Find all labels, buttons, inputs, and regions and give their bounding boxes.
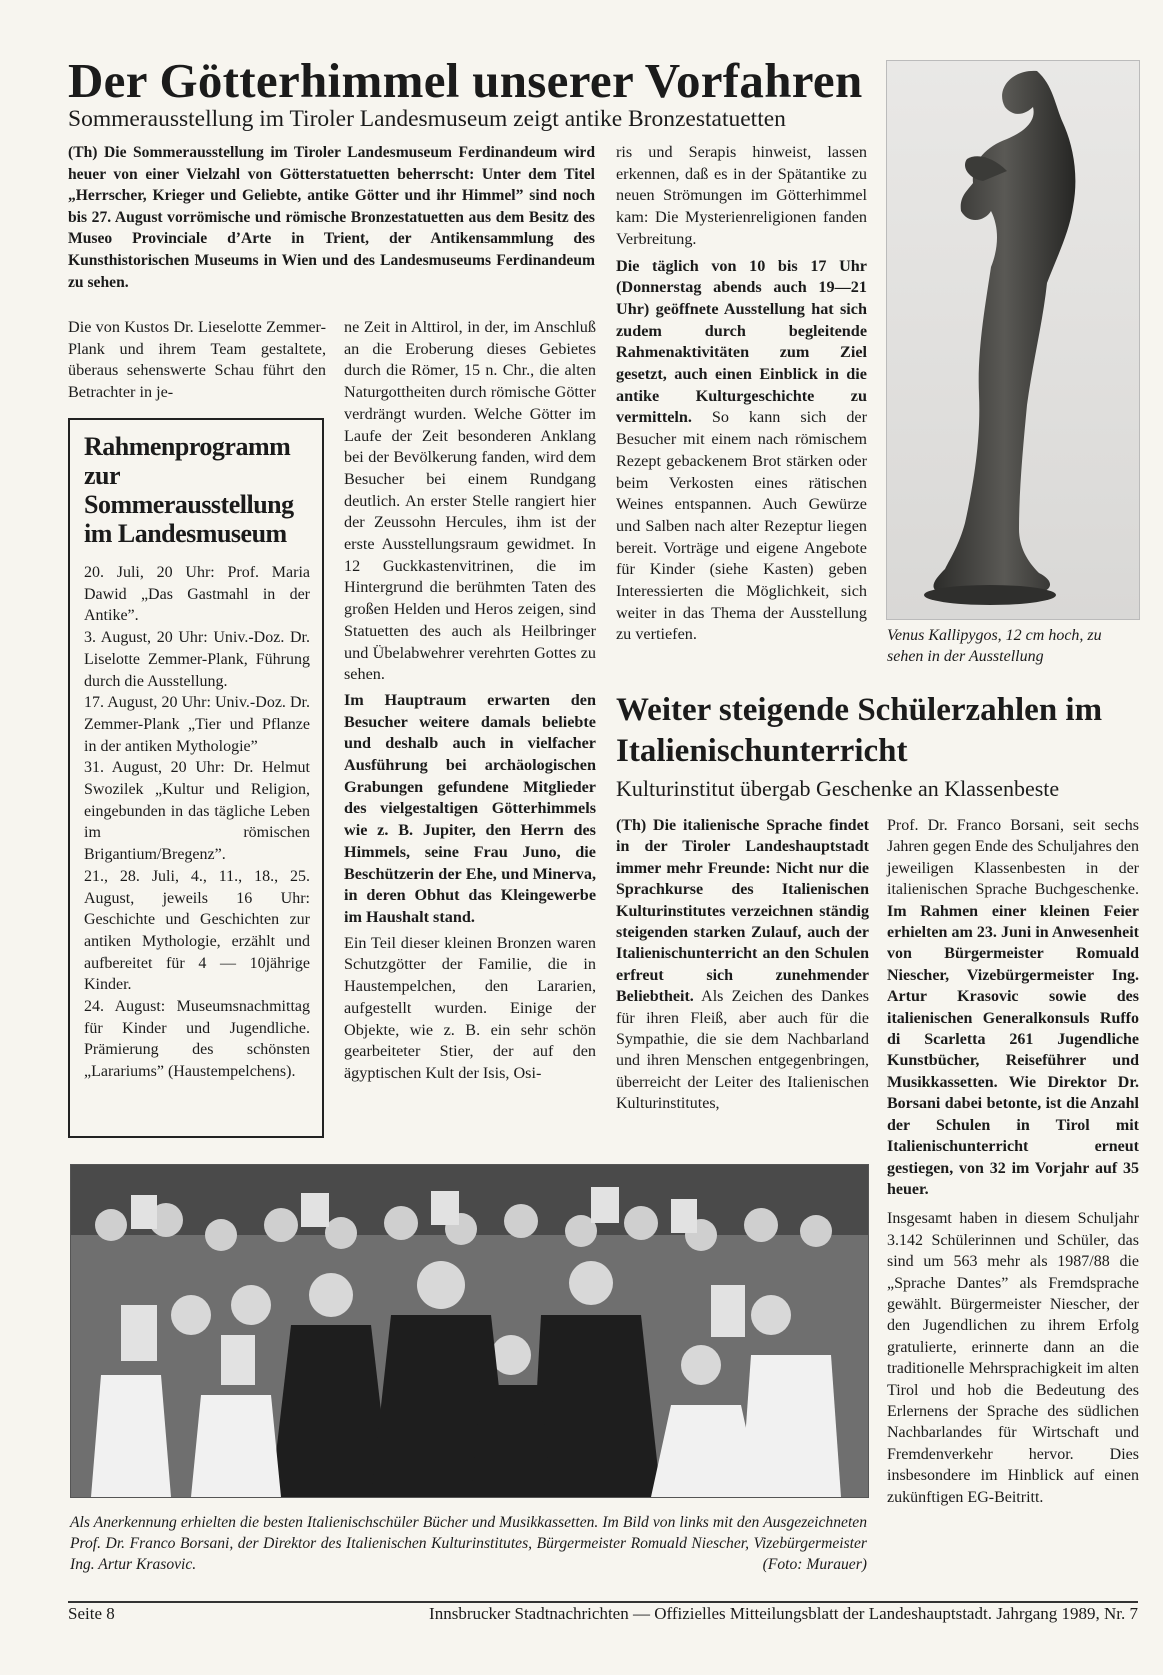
publication-footer: Innsbrucker Stadtnachrichten — Offizielles Mitteilungsblatt der Landeshauptstadt. Jahrgang 1989, Nr. 7 xyxy=(429,1604,1138,1623)
photo-credit: (Foto: Murauer) xyxy=(762,1556,867,1573)
column-3-paragraph-1: ris und Serapis hinweist, lassen erkennen, daß es in der Spätantike zu neuen Strömungen im Götterhimmel kam: Die Mysterienreligionen fanden Verbreitung. xyxy=(616,143,867,248)
program-box xyxy=(68,418,324,1138)
group-photo-image xyxy=(71,1165,868,1497)
article-2-subheadline: Kulturinstitut übergab Geschenke an Klassenbeste xyxy=(616,776,1060,801)
article-2-p1-text: Prof. Dr. Franco Borsani, seit sechs Jahren gegen Ende des Schuljahres den jeweiligen Klassenbesten in der italienischen Sprache Buchgeschenke. xyxy=(887,817,1139,899)
article-headline: Der Götterhimmel unserer Vorfahren xyxy=(68,53,863,108)
article-subheadline: Sommerausstellung im Tiroler Landesmuseum zeigt antike Bronzestatuetten xyxy=(68,106,786,132)
program-box-title: Rahmenprogramm zur Sommerausstellung im Landesmuseum xyxy=(84,432,294,548)
article-2-p1-bold: Im Rahmen einer kleinen Feier erhielten am 23. Juni in Anwesenheit von Bürgermeister Romuald Niescher, Vizebürgermeister Ing. Artur Krasovic sowie des italienischen Generalkonsuls Ruffo di Scarletta 261 Jugendliche Kunstbücher, Reiseführer und Musikkassetten. Wie Direktor Dr. Borsani dabei betonte, ist die Anzahl der Schulen in Tirol mit Italienischunterricht erneut gestiegen, von 32 im Vorjahr auf 35 heuer. xyxy=(887,902,1139,1198)
column-3-rest-text: So kann sich der Besucher mit einem nach römischem Rezept gebackenem Brot stärken oder beim Verkosten eines rätischen Weines entspannen. Auch Gewürze und Salben nach alter Rezeptur liegen bereit. Vorträge und eigene Angebote für Kinder (siehe Kasten) geben Interessierten die Möglichkeit, sich weiter in das Thema der Ausstellung zu vertiefen. xyxy=(616,408,867,644)
photo-caption xyxy=(70,1512,867,1575)
group-photo xyxy=(70,1164,869,1498)
footer-divider xyxy=(68,1601,1138,1603)
column-2-paragraph-3: Ein Teil dieser kleinen Bronzen waren Schutzgötter der Familie, die in Haustempelchen, den Lararien, aufgestellt wurden. Einige der Objekte, wie z. B. ein sehr schön gearbeiteter Stier, der auf den ägyptischen Kult der Isis, Osi- xyxy=(344,933,596,1082)
column-3-paragraph-2 xyxy=(616,256,867,647)
article-lead: (Th) Die Sommerausstellung im Tiroler Landesmuseum Ferdinandeum wird heuer von einer Vielzahl von Götterstatuetten beherrscht: Unter dem Titel „Herrscher, Krieger und Geliebte, antike Götter und ihr Himmel” sind noch bis 27. August vorrömische und römische Bronzestatuetten aus dem Besitz des Museo Provinciale d’Arte in Trient, der Antikensammlung des Kunsthistorischen Museums in Wien und des Landesmuseums Ferdinandeum zu sehen. xyxy=(68,144,595,291)
article-2-column-2 xyxy=(887,815,1139,1508)
article-2-column-1 xyxy=(616,815,869,1115)
article-2-paragraph-1 xyxy=(887,815,1139,1200)
photo-caption-text: Als Anerkennung erhielten die besten Italienischschüler Bücher und Musikkassetten. Im Bild von links mit den Ausgezeichneten Prof. Dr. Franco Borsani, der Direktor des Italienischen Kulturinstitutes, Bürgermeister Romuald Niescher, Vizebürgermeister Ing. Artur Krasovic. xyxy=(70,1514,867,1573)
statue-caption: Venus Kallipygos, 12 cm hoch, zu sehen in der Ausstellung xyxy=(887,627,1102,665)
article-column-2 xyxy=(344,317,596,1085)
article-column-3 xyxy=(616,142,867,646)
program-box-list: 20. Juli, 20 Uhr: Prof. Maria Dawid „Das Gastmahl in der Antike”. 3. August, 20 Uhr: Univ.-Doz. Dr. Liselotte Zemmer-Plank, Führung durch die Ausstellung. 17. August, 20 Uhr: Univ.-Doz. Dr. Zemmer-Plank „Tier und Pflanze in der antiken Mythologie” 31. August, 20 Uhr: Dr. Helmut Swozilek „Kultur und Religion, eingebunden in das tägliche Leben im römischen Brigantium/Bregenz”. 21., 28. Juli, 4., 11., 18., 25. August, jeweils 16 Uhr: Geschichte und Geschichten zur antiken Mythologie, erzählt und aufbereitet für 4 — 10jährige Kinder. 24. August: Museumsnachmittag für Kinder und Jugendliche. Prämierung des schönsten „Larariums” (Haustempelchens). xyxy=(84,564,310,1081)
article-2-lead-bold: (Th) Die italienische Sprache findet in der Tiroler Landeshauptstadt immer mehr Freunde: Nicht nur die Sprachkurse des Italienischen Kulturinstitutes verzeichnen ständig steigenden starken Zulauf, auch der Italienischunterricht an den Schulen erfreut sich zunehmender Beliebtheit. xyxy=(616,817,869,1006)
column-3-bold-text: Die täglich von 10 bis 17 Uhr (Donnerstag abends auch 19—21 Uhr) geöffnete Ausstellung hat sich zudem durch begleitende Rahmenaktivitäten zum Ziel gesetzt, auch einen Einblick in die antike Kulturgeschichte zu vermitteln. xyxy=(616,256,867,427)
column-2-paragraph-1: ne Zeit in Alttirol, in der, im Anschluß an die Eroberung dieses Gebietes durch die Römer, 15 n. Chr., die alten Naturgottheiten durch römische Götter verdrängt wurden. Welche Götter im Laufe der Zeit besonderen Anklang bei der Bevölkerung fanden, wird dem Besucher bei einem Rundgang deutlich. An erster Stelle rangiert hier der Zeussohn Hercules, ihm ist der erste Ausstellungsraum gewidmet. In 12 Guckkastenvitrinen, die im Hintergrund die berühmten Taten des großen Helden und Heros zeigen, sind Statuetten des auch als Heilbringer und Übelabwehrer verehrten Gottes zu sehen. xyxy=(344,318,596,684)
article-2-lead-rest: Als Zeichen des Dankes für ihren Fleiß, aber auch für die Sympathie, die sie dem Nachbarland und ihren Menschen entgegenbringen, überreicht der Leiter des Italienischen Kulturinstitutes, xyxy=(616,988,869,1113)
page-number: Seite 8 xyxy=(68,1604,115,1623)
article-2-headline: Weiter steigende Schülerzahlen im Italienischunterricht xyxy=(616,692,1103,769)
article-column-1: Die von Kustos Dr. Lieselotte Zemmer-Plank und ihrem Team gestaltete, überaus sehenswerte Schau führt den Betrachter in je- xyxy=(68,318,326,402)
article-2-paragraph-2: Insgesamt haben in diesem Schuljahr 3.142 Schülerinnen und Schüler, das sind um 563 mehr als 1987/88 die „Sprache Dantes” als Fremdsprache gewählt. Bürgermeister Niescher, der den Jugendlichen zu ihrem Erfolg gratulierte, erinnerte dann an die traditionelle Mehrsprachigkeit im alten Tirol und hob die Bedeutung des Erlernens der Sprache des südlichen Nachbarlandes für Wirtschaft und Fremdenverkehr hervor. Dies insbesondere im Hinblick auf einen zukünftigen EG-Beitritt. xyxy=(887,1210,1139,1506)
statue-photo xyxy=(886,60,1140,620)
column-2-paragraph-2: Im Hauptraum erwarten den Besucher weitere damals beliebte und deshalb auch in vielfacher Ausführung bei archäologischen Grabungen gefundene Mitglieder des vielgestaltigen Götterhimmels wie z. B. Jupiter, den Herrn des Himmels, seine Frau Juno, die Beschützerin der Ehe, und Minerva, in deren Obhut das Kleingewerbe im Haushalt stand. xyxy=(344,690,596,926)
bronze-statue-image xyxy=(887,61,1139,619)
